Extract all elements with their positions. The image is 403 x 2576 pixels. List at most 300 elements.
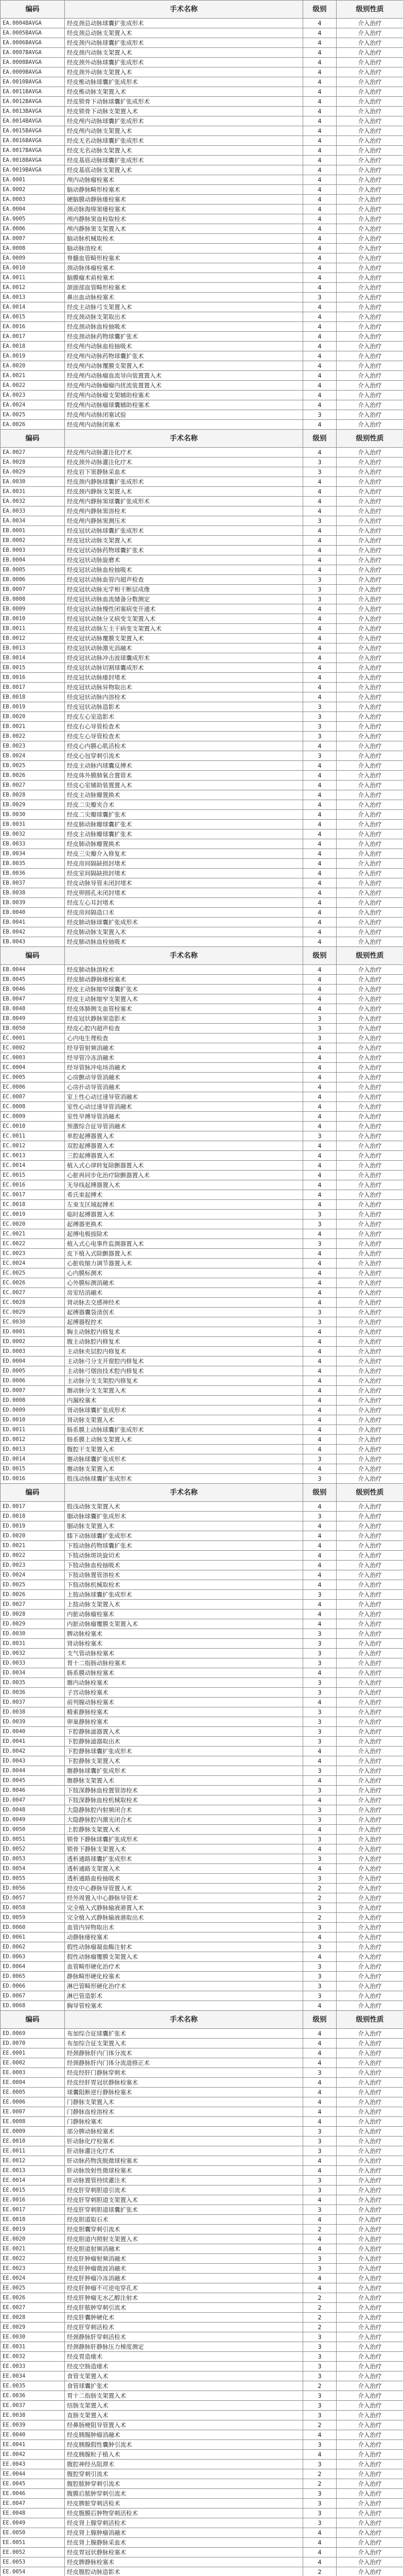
table-row [1,2401,403,2411]
table-header-row [1,2011,403,2029]
cell-name: 腹腔神经丛阻滞术 [65,2460,303,2469]
cell-name: 经皮颅内动脉支架置入术 [65,126,303,136]
table-row [1,1717,403,1727]
cell-category: 介入治疗 [337,1386,403,1396]
header-category: 级别性质 [337,947,403,965]
table-row [1,1454,403,1464]
table-row [1,126,403,136]
cell-level: 4 [303,937,337,947]
table-row [1,595,403,604]
cell-level: 4 [303,497,337,506]
cell-code: EB.0045 [1,975,65,985]
cell-name: 胸主动脉腔内修复术 [65,1327,303,1337]
cell-name: 经皮左心导管检查术 [65,732,303,741]
cell-category: 介入治疗 [337,1747,403,1756]
table-row [1,2156,403,2166]
table-row [1,2352,403,2362]
cell-code: EB.0009 [1,604,65,614]
cell-code: EE.0039 [1,2420,65,2430]
cell-level: 4 [303,1425,337,1435]
table-row [1,2039,403,2048]
cell-name: 经皮冠状动脉球囊扩张成形术 [65,526,303,536]
cell-code: EB.0004 [1,555,65,565]
cell-category: 介入治疗 [337,1033,403,1043]
cell-level: 4 [303,624,337,634]
cell-category: 介入治疗 [337,497,403,506]
table-row [1,526,403,536]
cell-category: 介入治疗 [337,2078,403,2088]
cell-category: 介入治疗 [337,48,403,58]
cell-name: 植入式心律转复除颤器置入术 [65,1161,303,1171]
table-row [1,1200,403,1210]
cell-code: EB.0005 [1,565,65,575]
table-row [1,302,403,312]
cell-category: 介入治疗 [337,2254,403,2264]
cell-name: 心外膜标测消融术 [65,1278,303,1288]
cell-name: 经皮胰腺粒子植入术 [65,2450,303,2460]
cell-level: 4 [303,107,337,116]
cell-code: ED.0019 [1,1521,65,1531]
cell-name: 经皮房间隔造口术 [65,908,303,918]
table-row [1,1972,403,1981]
cell-name: 经皮肺动静脉瘘栓塞术 [65,975,303,985]
table-row [1,1815,403,1825]
cell-code: ED.0006 [1,1376,65,1386]
cell-name: 经皮冠状动脉异物取出术 [65,683,303,692]
cell-code: ED.0013 [1,1445,65,1454]
cell-category: 介入治疗 [337,2088,403,2097]
cell-level: 4 [303,673,337,683]
cell-category: 介入治疗 [337,585,403,595]
cell-code: EA.0008BAVGA [1,58,65,67]
table-row [1,1786,403,1795]
cell-category: 介入治疗 [337,2293,403,2303]
cell-code: EE.0045 [1,2479,65,2489]
cell-code: EA.0006BAVGA [1,38,65,48]
cell-level: 4 [303,555,337,565]
cell-code: EB.0003 [1,546,65,555]
cell-code: EE.0007 [1,2107,65,2117]
cell-name: 经皮心室辅助装置置入术 [65,781,303,790]
cell-level: 4 [303,771,337,781]
cell-name: 经皮冠状动脉支架置入术 [65,536,303,546]
cell-level: 4 [303,994,337,1004]
cell-name: 锁骨下静脉支架置入术 [65,1844,303,1854]
cell-code: ED.0001 [1,1327,65,1337]
cell-level: 3 [303,1219,337,1229]
cell-name: 经导管射频消融术 [65,1043,303,1053]
cell-category: 介入治疗 [337,2283,403,2293]
cell-level: 2 [303,2469,337,2479]
cell-code: EE.0009 [1,2127,65,2137]
cell-category: 介入治疗 [337,38,403,48]
cell-code: EE.0033 [1,2362,65,2371]
cell-category: 介入治疗 [337,1014,403,1024]
cell-name: 经皮肝穿刺胆道支架置入术 [65,2195,303,2205]
cell-name: 左束支区域起搏术 [65,1200,303,1210]
cell-code: EB.0041 [1,918,65,927]
cell-name: 经皮冠状静脉窦造影术 [65,1014,303,1024]
cell-code: ED.0049 [1,1815,65,1825]
cell-name: 经皮胰腺肿瘤消融术 [65,2430,303,2440]
cell-name: 颈动脉体瘤栓塞术 [65,263,303,273]
cell-level: 3 [303,1033,337,1043]
cell-code: EA.0012 [1,283,65,293]
table-row [1,585,403,595]
cell-category: 介入治疗 [337,2362,403,2371]
cell-level: 3 [303,751,337,761]
table-row [1,692,403,702]
table-row [1,1551,403,1561]
cell-level: 3 [303,1874,337,1884]
table-row [1,1688,403,1698]
cell-name: 经皮经肝胃冠状静脉栓塞术 [65,2078,303,2088]
cell-code: EE.0023 [1,2264,65,2274]
cell-level: 4 [303,1531,337,1541]
cell-level: 3 [303,1962,337,1972]
cell-category: 介入治疗 [337,1219,403,1229]
cell-category: 介入治疗 [337,1474,403,1484]
cell-category: 介入治疗 [337,312,403,322]
header-category: 级别性质 [337,1484,403,1502]
cell-code: ED.0028 [1,1609,65,1619]
cell-code: EE.0047 [1,2499,65,2509]
cell-code: EB.0049 [1,1014,65,1024]
cell-code: ED.0029 [1,1619,65,1629]
cell-level: 3 [303,2411,337,2420]
cell-category: 介入治疗 [337,2430,403,2440]
cell-level: 4 [303,2234,337,2244]
cell-code: EE.0044 [1,2469,65,2479]
table-row [1,2068,403,2078]
cell-category: 介入治疗 [337,136,403,146]
cell-category: 介入治疗 [337,2411,403,2420]
cell-code: EB.0027 [1,781,65,790]
cell-category: 介入治疗 [337,116,403,126]
cell-name: 经皮颅内动脉瘤支架辅助栓塞术 [65,391,303,400]
cell-category: 介入治疗 [337,2391,403,2401]
table-row [1,361,403,371]
table-row [1,2323,403,2332]
cell-level: 4 [303,2097,337,2107]
cell-code: ED.0024 [1,1570,65,1580]
table-row [1,555,403,565]
cell-name: 经皮颅内动脉药物球囊扩张术 [65,351,303,361]
cell-level: 4 [303,58,337,67]
cell-category: 介入治疗 [337,692,403,702]
cell-code: EA.0015BAVGA [1,126,65,136]
cell-code: ED.0048 [1,1805,65,1815]
cell-category: 介入治疗 [337,1043,403,1053]
cell-category: 介入治疗 [337,2146,403,2156]
cell-code: EB.0034 [1,849,65,859]
cell-code: EC.0029 [1,1308,65,1317]
table-row [1,477,403,487]
cell-category: 介入治疗 [337,2127,403,2137]
cell-level: 3 [303,1688,337,1698]
cell-name: 经皮肝肿瘤不可逆电穿孔术 [65,2283,303,2293]
table-row [1,1405,403,1415]
cell-level: 3 [303,1981,337,1991]
cell-category: 介入治疗 [337,526,403,536]
cell-name: 预激综合征导管消融术 [65,1122,303,1131]
cell-category: 介入治疗 [337,351,403,361]
cell-name: 室性心动过速导管消融术 [65,1102,303,1112]
cell-level: 4 [303,1396,337,1405]
cell-category: 介入治疗 [337,126,403,136]
table-header-row [1,947,403,965]
cell-category: 介入治疗 [337,1308,403,1317]
cell-code: EE.0003 [1,2068,65,2078]
cell-level: 4 [303,1445,337,1454]
cell-category: 介入治疗 [337,1844,403,1854]
cell-category: 介入治疗 [337,156,403,165]
cell-level: 4 [303,477,337,487]
cell-level: 4 [303,2528,337,2538]
cell-category: 介入治疗 [337,927,403,937]
cell-code: EA.0016BAVGA [1,136,65,146]
cell-level: 4 [303,2538,337,2548]
table-row [1,1082,403,1092]
cell-category: 介入治疗 [337,1317,403,1327]
cell-level: 4 [303,526,337,536]
cell-category: 介入治疗 [337,273,403,283]
cell-level: 4 [303,1415,337,1425]
cell-name: 精索静脉栓塞术 [65,1707,303,1717]
cell-name: 经皮无名动脉球囊扩张成形术 [65,136,303,146]
cell-level: 4 [303,2078,337,2088]
cell-name: 经皮冠状动脉慢性闭塞病变开通术 [65,604,303,614]
table-row [1,205,403,214]
cell-name: 经皮肺动脉瓣置换术 [65,839,303,849]
cell-level: 4 [303,1464,337,1474]
cell-level: 2 [303,2303,337,2313]
table-row [1,859,403,869]
cell-category: 介入治疗 [337,1786,403,1795]
table-header-row [1,430,403,448]
cell-name: 经皮胆道射频消融术 [65,2244,303,2254]
cell-name: 经皮基底动脉球囊扩张成形术 [65,156,303,165]
cell-name: 硬脑膜动静脉瘘栓塞术 [65,195,303,205]
cell-code: EE.0012 [1,2156,65,2166]
cell-level: 4 [303,116,337,126]
cell-name: 腘动脉支架置入术 [65,1521,303,1531]
cell-name: 心房扑动导管消融术 [65,1082,303,1092]
cell-category: 介入治疗 [337,2029,403,2039]
table-row [1,1063,403,1073]
cell-category: 介入治疗 [337,1405,403,1415]
cell-level: 3 [303,575,337,585]
table-row [1,1141,403,1151]
cell-code: EE.0028 [1,2313,65,2323]
cell-level: 4 [303,126,337,136]
cell-code: EE.0035 [1,2381,65,2391]
cell-name: 经皮冠状动脉瘘封堵术 [65,673,303,683]
table-row [1,732,403,741]
cell-code: EB.0021 [1,722,65,732]
cell-name: 经皮颅内动脉瘤瘤内扰流装置置入术 [65,381,303,391]
cell-category: 介入治疗 [337,1561,403,1570]
cell-name: 经皮体外膜肺氧合置管术 [65,771,303,781]
table-row [1,565,403,575]
table-row [1,2548,403,2557]
cell-category: 介入治疗 [337,1298,403,1308]
cell-level: 4 [303,1756,337,1766]
cell-category: 介入治疗 [337,283,403,293]
cell-level: 4 [303,165,337,175]
table-row [1,116,403,126]
header-name: 手术名称 [65,1,303,19]
cell-level: 4 [303,1776,337,1786]
cell-category: 介入治疗 [337,1249,403,1259]
cell-category: 介入治疗 [337,1366,403,1376]
cell-code: EA.0008 [1,244,65,253]
table-row [1,2107,403,2117]
cell-name: 经皮冠状动脉冲击波球囊成形术 [65,653,303,663]
cell-category: 介入治疗 [337,2225,403,2234]
cell-code: EB.0050 [1,1024,65,1033]
cell-level: 3 [303,457,337,467]
cell-level: 4 [303,1609,337,1619]
table-row [1,2518,403,2528]
cell-code: EE.0021 [1,2244,65,2254]
cell-level: 4 [303,692,337,702]
table-row [1,898,403,908]
table-row [1,2469,403,2479]
cell-name: 经皮空肠造瘘术 [65,2362,303,2371]
cell-level: 4 [303,244,337,253]
cell-name: 经皮肝脓肿穿刺引流术 [65,2303,303,2313]
cell-name: 经皮颅内动脉球囊扩张成形术 [65,116,303,126]
cell-category: 介入治疗 [337,2342,403,2352]
cell-level: 4 [303,918,337,927]
cell-name: 透析通路血栓抽吸术 [65,1874,303,1884]
cell-code: EA.0006 [1,224,65,234]
table-row [1,1747,403,1756]
cell-code: ED.0054 [1,1864,65,1874]
cell-name: 动静脉瘘栓塞术 [65,1933,303,1942]
table-row [1,869,403,878]
table-row [1,1619,403,1629]
cell-name: 经皮颈外动脉球囊扩张成形术 [65,58,303,67]
cell-name: 下肢动脉置管溶栓术 [65,1570,303,1580]
cell-category: 介入治疗 [337,506,403,516]
table-row [1,1102,403,1112]
cell-name: 假性动脉瘤凝血酶注射术 [65,1942,303,1952]
cell-category: 介入治疗 [337,918,403,927]
cell-name: 经皮心内膜心肌活检术 [65,741,303,751]
table-row [1,1229,403,1239]
table-row [1,371,403,381]
table-row [1,244,403,253]
cell-category: 介入治疗 [337,1151,403,1161]
header-code: 编码 [1,430,65,448]
cell-code: EC.0003 [1,1053,65,1063]
cell-name: 经皮颈总动脉球囊扩张成形术 [65,19,303,28]
cell-name: 双腔起搏器置入术 [65,1141,303,1151]
cell-level: 3 [303,722,337,732]
cell-category: 介入治疗 [337,575,403,585]
header-code: 编码 [1,947,65,965]
table-row [1,2088,403,2097]
cell-category: 介入治疗 [337,1445,403,1454]
cell-name: 门静脉栓塞术 [65,2117,303,2127]
cell-name: 经皮颈总动脉支架置入术 [65,28,303,38]
table-row [1,19,403,28]
cell-level: 4 [303,253,337,263]
cell-code: EA.0017BAVGA [1,146,65,156]
cell-code: EC.0004 [1,1063,65,1073]
cell-category: 介入治疗 [337,1707,403,1717]
cell-code: EE.0011 [1,2146,65,2156]
cell-level: 3 [303,1308,337,1317]
cell-level: 3 [303,2127,337,2137]
cell-name: 下肢动脉血栓抽吸术 [65,1561,303,1570]
table-row [1,1151,403,1161]
cell-category: 介入治疗 [337,322,403,332]
cell-category: 介入治疗 [337,400,403,410]
cell-code: ED.0060 [1,1923,65,1933]
cell-category: 介入治疗 [337,820,403,829]
table-row [1,136,403,146]
cell-code: EB.0011 [1,624,65,634]
cell-level: 4 [303,263,337,273]
table-row [1,391,403,400]
cell-category: 介入治疗 [337,67,403,77]
cell-category: 介入治疗 [337,1649,403,1658]
table-row [1,28,403,38]
cell-level: 4 [303,361,337,371]
cell-code: EE.0037 [1,2401,65,2411]
cell-name: 起搏器程控术 [65,1317,303,1327]
cell-level: 4 [303,1092,337,1102]
cell-level: 4 [303,985,337,994]
cell-name: 布加综合征支架置入术 [65,2039,303,2048]
cell-category: 介入治疗 [337,1717,403,1727]
cell-code: EB.0036 [1,869,65,878]
table-row [1,87,403,97]
cell-code: EA.0031 [1,487,65,497]
cell-category: 介入治疗 [337,1268,403,1278]
cell-name: 肝动脉置管持续灌注术 [65,2176,303,2185]
cell-level: 4 [303,2048,337,2058]
cell-level: 3 [303,585,337,595]
cell-name: 经皮二尖瓣夹合术 [65,800,303,810]
table-row [1,1698,403,1707]
cell-level: 4 [303,77,337,87]
cell-code: EB.0017 [1,683,65,692]
table-row [1,1844,403,1854]
cell-name: 经皮脾静脉栓塞术 [65,2557,303,2567]
cell-code: ED.0007 [1,1386,65,1396]
cell-name: 经皮锁骨下动脉球囊扩张成形术 [65,97,303,107]
cell-code: EB.0001 [1,526,65,536]
table-row [1,918,403,927]
table-row [1,1464,403,1474]
cell-category: 介入治疗 [337,1756,403,1766]
cell-name: 下腔静脉球囊扩张成形术 [65,1747,303,1756]
cell-category: 介入治疗 [337,565,403,575]
cell-category: 介入治疗 [337,477,403,487]
cell-name: 下肢深静脉血栓机械取栓术 [65,1795,303,1805]
cell-category: 介入治疗 [337,361,403,371]
cell-category: 介入治疗 [337,1171,403,1180]
table-row [1,908,403,918]
cell-level: 4 [303,2450,337,2460]
table-row [1,467,403,477]
cell-name: 髂内动脉栓塞术 [65,1678,303,1688]
table-row [1,1004,403,1014]
